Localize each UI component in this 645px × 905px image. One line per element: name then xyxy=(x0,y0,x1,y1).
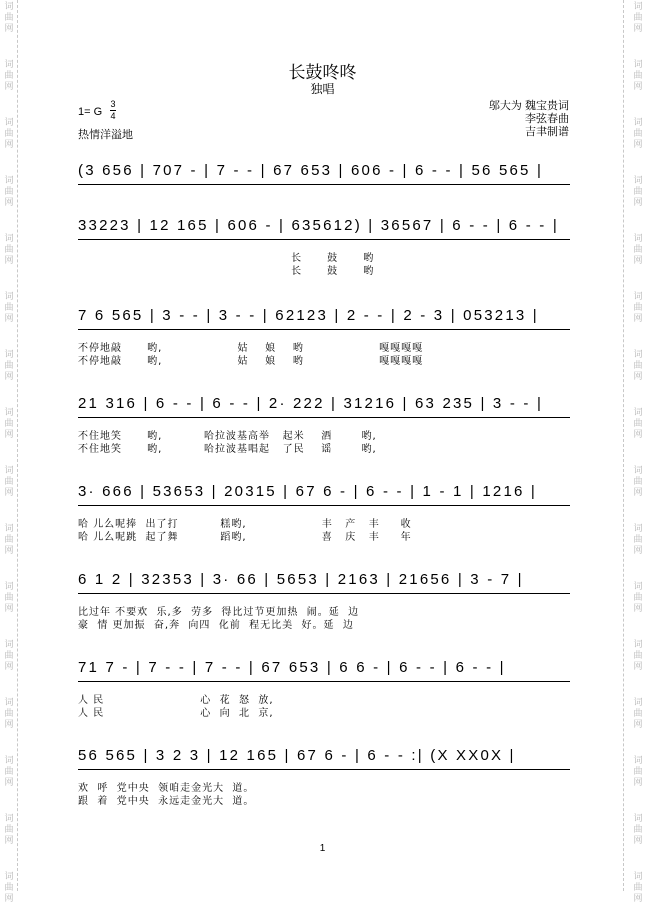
lyric-row-2: 长 鼓 哟 xyxy=(78,266,375,277)
score-line-5 xyxy=(78,481,570,544)
watermark-stamp-right: 词 曲 网 xyxy=(633,872,643,904)
lyric-row-1: 不住地笑 哟, 哈拉波基高举 起米 酒 哟, xyxy=(78,431,377,442)
margin-dashed-rule-left xyxy=(17,0,18,891)
watermark-stamp-right: 词 曲 网 xyxy=(633,292,643,324)
song-title: 长鼓咚咚 xyxy=(288,63,357,82)
margin-dashed-rule-right xyxy=(623,0,624,891)
tempo-marking: 热情洋溢地 xyxy=(78,129,133,141)
score-line-6 xyxy=(78,569,570,632)
watermark-stamp-right: 词 曲 网 xyxy=(633,640,643,672)
watermark-stamp-left: 词 曲 网 xyxy=(4,582,14,614)
watermark-stamp-right: 词 曲 网 xyxy=(633,814,643,846)
lyric-row-2: 哈 儿么呢跳 起了舞 蹈哟, 喜 庆 丰 年 xyxy=(78,532,412,543)
lyric-row-1: 欢 呼 党中央 领咱走金光大 道。 xyxy=(78,783,255,794)
watermark-stamp-left: 词 曲 网 xyxy=(4,118,14,150)
score-line-1 xyxy=(78,160,570,185)
key-signature: 1= G xyxy=(78,106,103,118)
time-signature xyxy=(110,100,116,121)
watermark-stamp-left: 词 曲 网 xyxy=(4,698,14,730)
watermark-stamp-right: 词 曲 网 xyxy=(633,466,643,498)
credits xyxy=(489,100,569,139)
watermark-column-left xyxy=(0,0,16,904)
composer-credit: 李弦春曲 xyxy=(525,113,569,125)
lyric-row-2: 豪 情 更加振 奋,奔 向四 化前 程无比美 好。延 边 xyxy=(78,620,354,631)
lyric-row-2: 不停地敲 哟, 姑 娘 哟 嘎嘎嘎嘎 xyxy=(78,356,424,367)
time-signature-top: 3 xyxy=(110,99,116,109)
lyric-row-1: 哈 儿么呢捧 出了打 糕哟, 丰 产 丰 收 xyxy=(78,519,412,530)
watermark-stamp-left: 词 曲 网 xyxy=(4,60,14,92)
watermark-stamp-left: 词 曲 网 xyxy=(4,872,14,904)
score-line-2 xyxy=(78,215,570,278)
lyricist-credit: 邬大为 魏宝贵词 xyxy=(488,100,569,112)
lyric-row-1: 比过年 不要欢 乐,多 劳多 得比过节更加热 闹。延 边 xyxy=(78,607,360,618)
watermark-stamp-right: 词 曲 网 xyxy=(633,176,643,208)
watermark-stamp-left: 词 曲 网 xyxy=(4,234,14,266)
watermark-stamp-left: 词 曲 网 xyxy=(4,2,14,34)
watermark-column-right xyxy=(629,0,645,904)
watermark-stamp-right: 词 曲 网 xyxy=(633,582,643,614)
watermark-stamp-right: 词 曲 网 xyxy=(633,698,643,730)
notation-row: 7 6 565 | 3 - - | 3 - - | 62123 | 2 - - | 2 - 3 | 053213 | xyxy=(78,305,570,330)
lyric-row-2: 跟 着 党中央 永远走金光大 道。 xyxy=(78,796,255,807)
watermark-stamp-right: 词 曲 网 xyxy=(633,756,643,788)
notation-row: 56 565 | 3 2 3 | 12 165 | 67 6 - | 6 - - :| (X XX0X | xyxy=(78,745,570,770)
notation-row: 3· 666 | 53653 | 20315 | 67 6 - | 6 - - | 1 - 1 | 1216 | xyxy=(78,481,570,506)
lyric-row-1: 人 民 心 花 怒 放, xyxy=(78,695,274,706)
song-subtitle: 独唱 xyxy=(310,82,335,96)
notation-row: 33223 | 12 165 | 606 - | 635612) | 36567 | 6 - - | 6 - - | xyxy=(78,215,570,240)
notation-row: 6 1 2 | 32353 | 3· 66 | 5653 | 2163 | 21656 | 3 - 7 | xyxy=(78,569,570,594)
notation-row: 71 7 - | 7 - - | 7 - - | 67 653 | 6 6 - | 6 - - | 6 - - | xyxy=(78,657,570,682)
page-number: 1 xyxy=(319,843,326,854)
watermark-stamp-right: 词 曲 网 xyxy=(633,408,643,440)
watermark-stamp-left: 词 曲 网 xyxy=(4,292,14,324)
score-line-4 xyxy=(78,393,570,456)
watermark-stamp-right: 词 曲 网 xyxy=(633,234,643,266)
score-line-7 xyxy=(78,657,570,720)
watermark-stamp-right: 词 曲 网 xyxy=(633,60,643,92)
notation-row: 21 316 | 6 - - | 6 - - | 2· 222 | 31216 | 63 235 | 3 - - | xyxy=(78,393,570,418)
watermark-stamp-left: 词 曲 网 xyxy=(4,756,14,788)
lyric-row-1: 长 鼓 哟 xyxy=(78,253,375,264)
watermark-stamp-left: 词 曲 网 xyxy=(4,350,14,382)
watermark-stamp-right: 词 曲 网 xyxy=(633,524,643,556)
time-signature-bottom: 4 xyxy=(110,111,116,121)
score-line-3 xyxy=(78,305,570,368)
watermark-stamp-left: 词 曲 网 xyxy=(4,640,14,672)
notation-row: (3 656 | 707 - | 7 - - | 67 653 | 606 - | 6 - - | 56 565 | xyxy=(78,160,570,185)
lyric-row-1: 不停地敲 哟, 姑 娘 哟 嘎嘎嘎嘎 xyxy=(78,343,424,354)
watermark-stamp-right: 词 曲 网 xyxy=(633,118,643,150)
watermark-stamp-left: 词 曲 网 xyxy=(4,466,14,498)
watermark-stamp-left: 词 曲 网 xyxy=(4,814,14,846)
watermark-stamp-right: 词 曲 网 xyxy=(633,350,643,382)
score-line-8 xyxy=(78,745,570,808)
transcriber-credit: 吉聿制谱 xyxy=(525,126,569,138)
watermark-stamp-left: 词 曲 网 xyxy=(4,408,14,440)
watermark-stamp-right: 词 曲 网 xyxy=(633,2,643,34)
lyric-row-2: 不住地笑 哟, 哈拉波基唱起 了民 谣 哟, xyxy=(78,444,377,455)
lyric-row-2: 人 民 心 向 北 京, xyxy=(78,708,274,719)
watermark-stamp-left: 词 曲 网 xyxy=(4,524,14,556)
watermark-stamp-left: 词 曲 网 xyxy=(4,176,14,208)
